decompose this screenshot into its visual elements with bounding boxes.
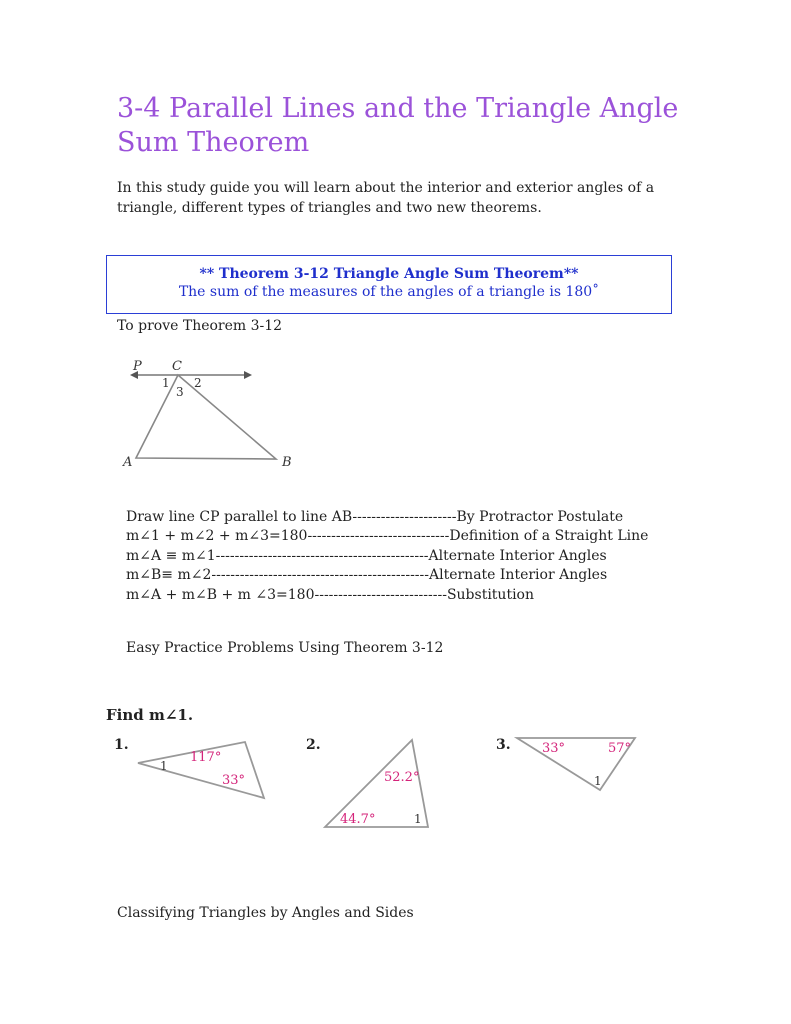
- problem-2-angle-a: 52.2°: [384, 770, 420, 785]
- proof-step: m∠A ≡ m∠1---------------------------------------------Alternate Interior Angles: [126, 547, 607, 564]
- proof-step: m∠1 + m∠2 + m∠3=180------------------------------Definition of a Straight Line: [126, 528, 649, 545]
- problem-3-angle-a: 33°: [542, 741, 566, 756]
- theorem-box: [106, 255, 672, 314]
- theorem-title: ** Theorem 3-12 Triangle Angle Sum Theorem**: [199, 266, 579, 282]
- page-title: 3-4 Parallel Lines and the Triangle Angle Sum Theorem: [117, 93, 679, 158]
- label-a: A: [123, 455, 133, 470]
- label-c: C: [172, 359, 182, 374]
- label-p: P: [133, 359, 142, 374]
- easy-practice-heading: Easy Practice Problems Using Theorem 3-12: [126, 640, 444, 656]
- theorem-text: The sum of the measures of the angles of a triangle is 180˚: [178, 284, 600, 300]
- problem-number: 1.: [114, 737, 129, 753]
- arrow-right-icon: [244, 371, 252, 379]
- practice-problems-figure: [100, 700, 660, 835]
- proof-steps: [126, 508, 686, 605]
- proof-step: m∠B≡ m∠2----------------------------------------------Alternate Interior Angles: [126, 567, 608, 584]
- label-b: B: [282, 455, 292, 470]
- problem-2-unknown: 1: [414, 812, 422, 826]
- proof-step: m∠A + m∠B + m ∠3=180----------------------------Substitution: [126, 586, 534, 603]
- problem-3-unknown: 1: [594, 774, 602, 788]
- problem-1-angle-a: 117°: [190, 750, 222, 765]
- intro-paragraph: In this study guide you will learn about the interior and exterior angles of a triangle, different types of triangles and two new theorems.: [117, 180, 655, 216]
- label-angle-2: 2: [194, 376, 202, 390]
- problem-1-unknown: 1: [160, 759, 168, 773]
- triangle-abc: [136, 375, 276, 459]
- practice-heading: Find m∠1.: [106, 706, 194, 724]
- proof-triangle-figure: [110, 355, 310, 475]
- problem-number: 3.: [496, 737, 511, 753]
- label-angle-1: 1: [162, 376, 170, 390]
- parallel-line-cp: [130, 371, 252, 379]
- proof-step: Draw line CP parallel to line AB----------------------By Protractor Postulate: [126, 509, 624, 525]
- problem-3-angle-b: 57°: [608, 741, 632, 756]
- problem-1-angle-b: 33°: [222, 773, 246, 788]
- problem-2-angle-b: 44.7°: [340, 812, 376, 827]
- label-angle-3: 3: [176, 385, 184, 399]
- classify-heading: Classifying Triangles by Angles and Sides: [117, 905, 414, 921]
- problem-number: 2.: [306, 737, 321, 753]
- prove-label: To prove Theorem 3-12: [117, 318, 283, 334]
